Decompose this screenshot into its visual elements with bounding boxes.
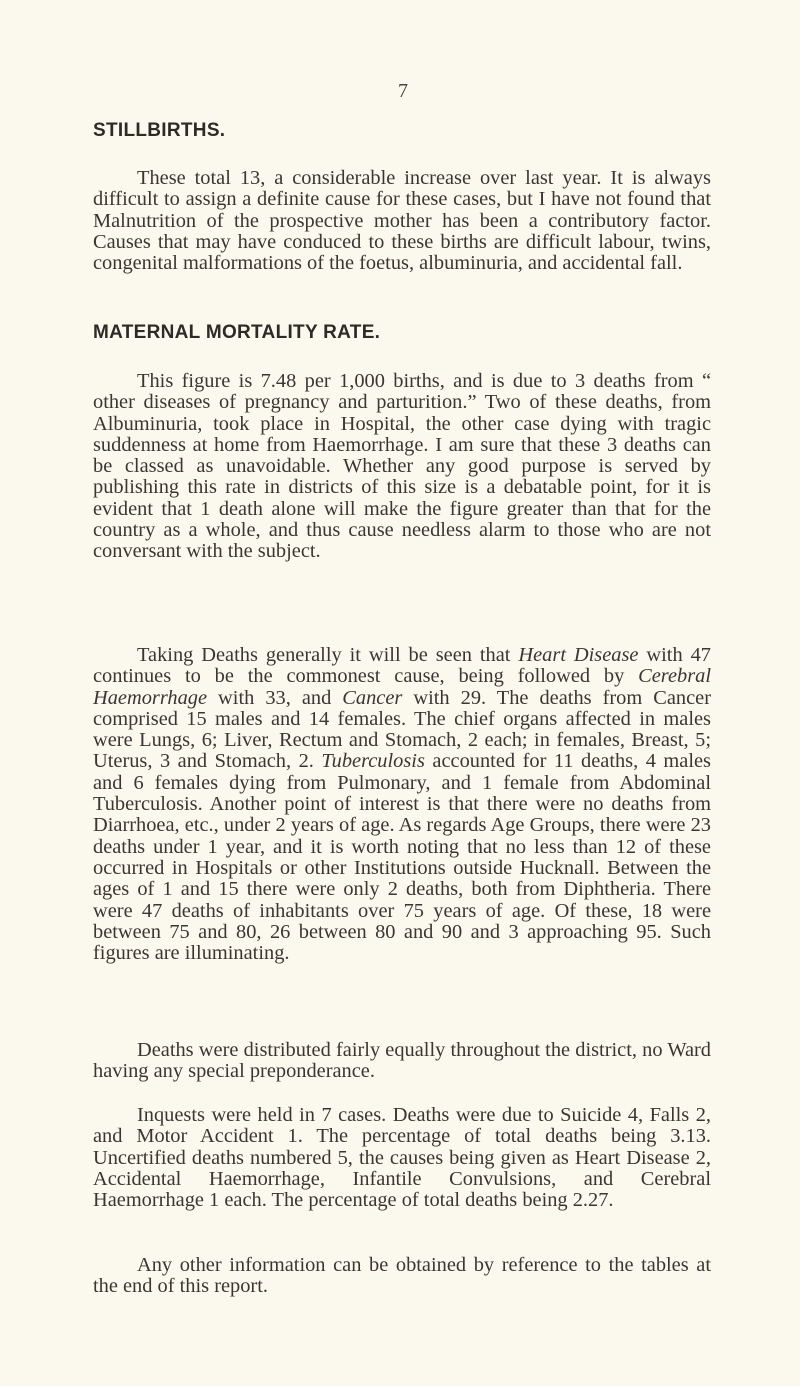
text-run: with 47 continues to be the commonest cause, being followed by bbox=[93, 644, 711, 688]
page-number: 7 bbox=[398, 80, 408, 102]
paragraph-stillbirths: These total 13, a considerable increase over last year. It is always difficult to assign a definite cause for these cases, but I have not found that Malnutrition of the prospective mother has been a contributory factor. Causes that may have conduced to these births are difficult labour, twins, congenital malformations of the foetus, albuminuria, and accidental fall. bbox=[93, 167, 711, 275]
paragraph-maternal-mortality: This figure is 7.48 per 1,000 births, and is due to 3 deaths from “ other diseases of pregnancy and parturition.” Two of these deaths, from Albuminuria, took place in Hospital, the other case dying with tragic suddenness at home from Haemorrhage. I am sure that these 3 deaths can be classed as unavoidable. Whether any good purpose is served by publishing this rate in districts of this size is a debatable point, for it is evident that 1 death alone will make the figure greater than that for the country as a whole, and thus cause needless alarm to those who are not conversant with the subject. bbox=[93, 370, 711, 563]
text-run: with 33, and bbox=[207, 686, 343, 709]
emphasis-heart-disease: Heart Disease bbox=[518, 644, 639, 666]
paragraph-distribution: Deaths were distributed fairly equally throughout the district, no Ward having any special preponderance. bbox=[93, 1039, 711, 1083]
heading-stillbirths: STILLBIRTHS. bbox=[93, 120, 226, 141]
paragraph-deaths-general bbox=[93, 645, 711, 964]
emphasis-cerebral-haemorrhage: Cerebral Haemorrhage bbox=[93, 665, 711, 709]
paragraph-other-information: Any other information can be obtained by reference to the tables at the end of this report. bbox=[93, 1254, 711, 1298]
text-run: with 29. The deaths from Cancer comprised 15 males and 14 females. The chief organs affected in males were Lungs, 6; Liver, Rectum and Stomach, 2 each; in females, Breast, 5; Uterus, 3 and Stomach, 2. bbox=[93, 686, 711, 773]
heading-maternal-mortality: MATERNAL MORTALITY RATE. bbox=[93, 322, 381, 343]
emphasis-cancer: Cancer bbox=[342, 686, 403, 709]
emphasis-tuberculosis: Tuberculosis bbox=[321, 750, 425, 773]
text-run: Taking Deaths generally it will be seen that bbox=[137, 644, 519, 666]
text-run: accounted for 11 deaths, 4 males and 6 females dying from Pulmonary, and 1 female from Abdominal Tuberculosis. Another point of interest is that there were no deaths from Diarrhoea, etc., under 2 years of age. As regards Age Groups, there were 23 deaths under 1 year, and it is worth noting that no less than 12 of these occurred in Hospitals or other Institutions outside Hucknall. Between the ages of 1 and 15 there were only 2 deaths, both from Diphtheria. There were 47 deaths of inhabitants over 75 years of age. Of these, 18 were between 75 and 80, 26 between 80 and 90 and 3 approaching 95. Such figures are illuminating. bbox=[93, 750, 711, 965]
paragraph-inquests: Inquests were held in 7 cases. Deaths were due to Suicide 4, Falls 2, and Motor Accident 1. The percentage of total deaths being 3.13. Uncertified deaths numbered 5, the causes being given as Heart Disease 2, Accidental Haemorrhage, Infantile Convulsions, and Cerebral Haemorrhage 1 each. The percentage of total deaths being 2.27. bbox=[93, 1104, 711, 1212]
